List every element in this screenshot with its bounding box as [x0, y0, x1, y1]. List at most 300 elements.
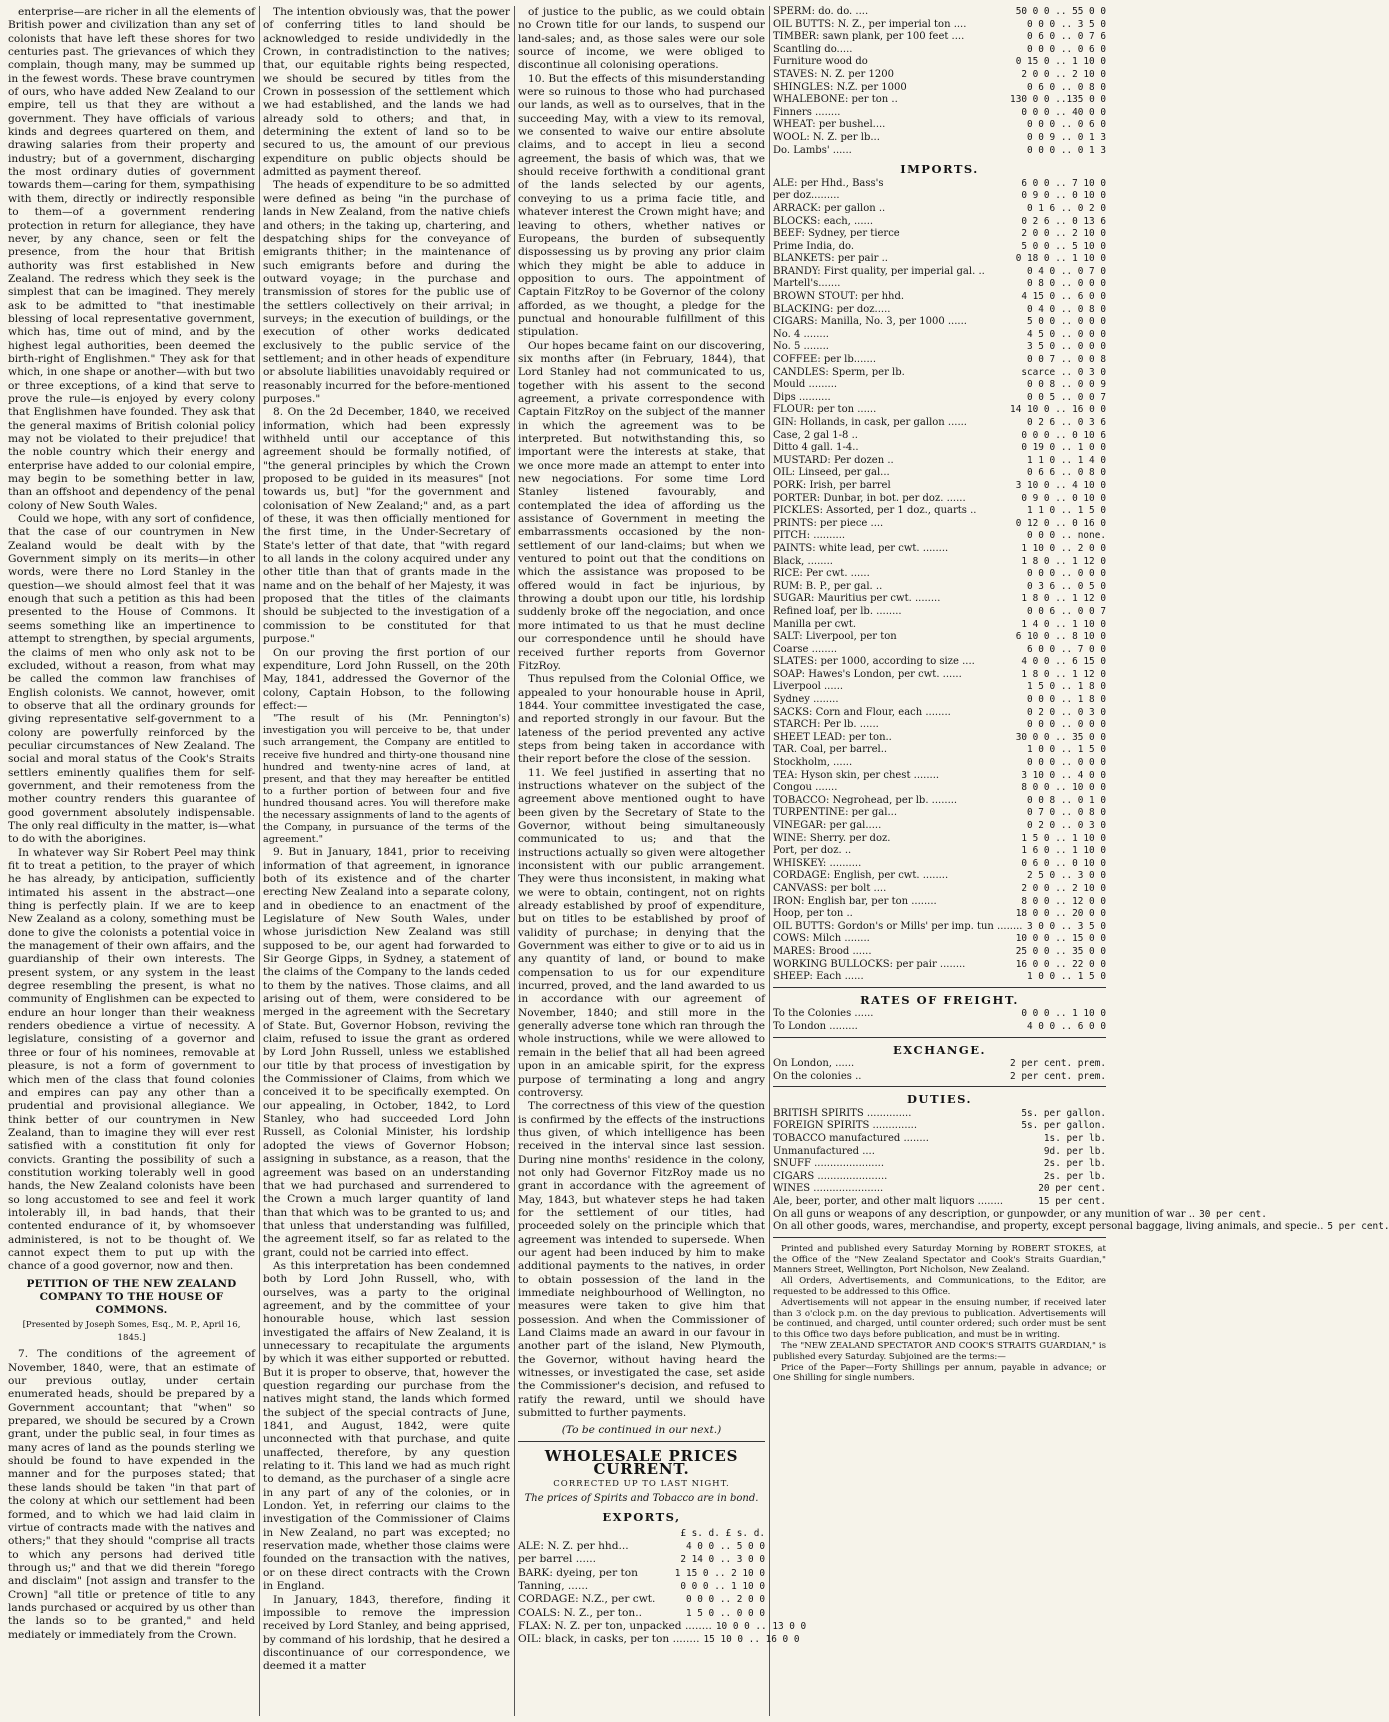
duty-row [773, 1208, 1267, 1222]
price-value: 1s. per lb. [1043, 1133, 1106, 1145]
price-label: Finners ........ [773, 106, 841, 118]
price-label: WHEAT: per bushel.... [773, 119, 886, 131]
import-row [773, 644, 1106, 657]
price-label: COWS: Milch ........ [773, 933, 870, 945]
import-row [773, 606, 1106, 619]
price-value: 0 9 0 .. 0 10 0 [1021, 190, 1106, 202]
price-value: 2 per cent. prem. [1010, 1058, 1106, 1070]
price-value: 2 0 0 .. 2 10 0 [1021, 882, 1106, 894]
duty-row [773, 1171, 1106, 1184]
duty-row [773, 1120, 1106, 1133]
price-label: COFFEE: per lb....... [773, 354, 877, 366]
article-paragraph: On our proving the first portion of our expenditure, Lord John Russell, on the 20th May, 1841, addressed the Governor of the colony, Captain Hobson, to the following effect:— [263, 646, 510, 712]
price-value: 8 0 0 .. 10 0 0 [1021, 782, 1106, 794]
export-row [773, 82, 1106, 95]
export-row [518, 1580, 765, 1593]
price-value: 2s. per lb. [1043, 1158, 1106, 1170]
price-value: 8 0 0 .. 12 0 0 [1021, 895, 1106, 907]
import-row [773, 631, 1106, 644]
price-value: 0 4 0 .. 0 7 0 [1026, 265, 1106, 277]
price-value: 0 0 0 .. 0 0 0 [1026, 568, 1106, 580]
exchange-title: EXCHANGE. [892, 1042, 987, 1057]
price-label: Coarse ........ [773, 643, 838, 655]
import-row [773, 757, 1106, 770]
article-paragraph: 9. But in January, 1841, prior to receiving information of that agreement, in ignorance both of its existence and of the charter erecting New Zealand into a separate colony, and in obedience to an enactment of the Legislature of New South Wales, under whose jurisdiction New Zealand was still supposed to be, our agent had forwarded to Sir George Gipps, in Sydney, a statement of the claims of the Company to the lands ceded to them by the natives. Those claims, and all arising out of them, were considered to be merged in the agreement with the Secretary of State. But, Governor Hobson, reviving the claim, refused to issue the grant as ordered by Lord John Russell, unless we established our title by that process of investigation by the Commissioner of Claims, from which we conceived it to be specifically exempted. On our appealing, in October, 1842, to Lord Stanley, who had succeeded Lord John Russell, as Colonial Minister, his lordship adopted the views of Governor Hobson; assigning in substance, as a reason, that the agreement was based on an understanding that we had purchased and surrendered to the Crown a much larger quantity of land than that which was to be granted to us; and that unless that understanding was fulfilled, the agreement itself, so far as related to the grant, could not be carried into effect. [263, 846, 510, 1259]
footer-paragraph: Printed and published every Saturday Morning by ROBERT STOKES, at the Office of the "New Zealand Spectator and Cook's Straits Guardian," Manners Street, Wellington, Port Nicholson, New Zealand. [773, 1243, 1106, 1276]
article-paragraph: The heads of expenditure to be so admitted were defined as being "in the purchase of lands in New Zealand, from the native chiefs and others; in the taking up, chartering, and despatching ships for the conveyance of emigrants thither; in the maintenance of such emigrants before and during the outward voyage; in the purchase and transmission of stores for the public use of the settlers collectively on their arrival; in surveys; in the execution of buildings, or the execution of other works dedicated exclusively to the public service of the settlement; and in other heads of expenditure or absolute liabilities unavoidably required or reasonably incurred for the before-mentioned purposes." [263, 179, 510, 405]
import-row [773, 253, 1106, 266]
price-value: 0 0 0 .. 0 6 0 [1026, 119, 1106, 131]
price-value: 0 4 0 .. 0 8 0 [1026, 303, 1106, 315]
article-paragraph: 10. But the effects of this misunderstanding were so ruinous to those who had purchased our lands, as well as to ourselves, that in the succeeding May, with a view to its removal, we consented to waive our entire absolute claims, and to accept in lieu a second agreement, the basis of which was, that we should receive forthwith a conditional grant of the lands selected by our agents, conveying to us a prima facie title, and whatever interest the Crown might have; and leaving to others, whether natives or Europeans, the burden of subsequently dispossessing us by proving any prior claim which they might be able to adduce in opposition to ours. The appointment of Captain FitzRoy to be Governor of the colony afforded, as we thought, a pledge for the punctual and honourable fulfillment of this stipulation. [518, 72, 765, 339]
price-label: Dips .......... [773, 391, 831, 403]
freight-list [773, 1008, 1106, 1033]
price-label: To London ......... [773, 1020, 858, 1032]
price-label: PICKLES: Assorted, per 1 doz., quarts .. [773, 505, 977, 517]
price-value: 0 6 0 .. 0 10 0 [1021, 857, 1106, 869]
price-value: 3 0 0 .. 3 5 0 [1026, 920, 1106, 932]
price-value: 2 0 0 .. 2 10 0 [1021, 228, 1106, 240]
import-row [773, 656, 1106, 669]
price-label: CORDAGE: N.Z., per cwt. [518, 1593, 656, 1606]
price-label: TEA: Hyson skin, per chest ........ [773, 769, 940, 781]
price-label: Tanning, ...... [518, 1579, 589, 1592]
export-row [773, 56, 1106, 69]
price-label: Manilla per cwt. [773, 618, 857, 630]
price-label: TIMBER: sawn plank, per 100 feet .... [773, 31, 965, 43]
price-label: MUSTARD: Per dozen .. [773, 454, 894, 466]
article-paragraph: Thus repulsed from the Colonial Office, we appealed to your honourable house in April, 1844. Your committee investigated the case, and reported strongly in our favour. But the lateness of the period prevented any active steps from being taken in accordance with their report before the close of the session. [518, 673, 765, 766]
price-value: 1 4 0 .. 1 10 0 [1021, 618, 1106, 630]
price-label: OIL BUTTS: Gordon's or Mills' per imp. tun ........ [773, 920, 1023, 932]
footer-paragraph: The "NEW ZEALAND SPECTATOR AND COOK'S STRAITS GUARDIAN," is published every Saturday. Subjoined are the terms:— [773, 1340, 1106, 1362]
price-label: per doz......... [773, 190, 840, 202]
price-label: Stockholm, ...... [773, 757, 853, 769]
import-row [773, 971, 1106, 984]
price-value: 1 8 0 .. 1 12 0 [1021, 668, 1106, 680]
price-label: CIGARS: Manilla, No. 3, per 1000 ...... [773, 316, 967, 328]
price-label: BLACKING: per doz..... [773, 303, 891, 315]
price-label: Furniture wood do [773, 56, 868, 68]
price-value: 6 0 0 .. 7 10 0 [1021, 177, 1106, 189]
import-row [773, 593, 1106, 606]
article-paragraph: The intention obviously was, that the power of conferring titles to land should be acknowledged to reside undividedly in the Crown, in contradistinction to the natives; that, our equitable rights being respected, we should be secured by titles from the Crown in possession of the settlement which we had established, and the lands we had already sold to others; and that, in determining the extent of land so to be secured to us, the amount of our previous expenditure on public objects should be admitted as payment thereof. [263, 6, 510, 179]
article-paragraph: 11. We feel justified in asserting that no instructions whatever on the subject of the agreement above mentioned ought to have been given by the Secretary of State to the Governor, without being simultaneously communicated to us; and that the instructions actually so given were altogether inconsistent with our public arrangement. They were thus inconsistent, in making what we were to obtain, contingent, not on rights already established by proof of expenditure, but on titles to be established by proof of validity of purchase; in denying that the Government was either to give or to aid us in any quantity of land, or bound to make compensation to us for our expenditure incurred, proved, and the land awarded to us in accordance with our agreement of November, 1840; and still more in the generally adverse tone which ran through the whole instructions, while we were allowed to remain in the belief that all had been agreed upon in an amicable spirit, for the express purpose of terminating a long and angry controversy. [518, 766, 765, 1099]
import-row [773, 858, 1106, 871]
price-label: PITCH: .......... [773, 530, 846, 542]
export-row [773, 94, 1106, 107]
price-value: 0 12 0 .. 0 16 0 [1015, 517, 1106, 529]
import-row [773, 883, 1106, 896]
export-row [518, 1593, 765, 1606]
import-row [773, 341, 1106, 354]
price-label: Refined loaf, per lb. ........ [773, 605, 902, 617]
article-paragraph: As this interpretation has been condemned both by Lord John Russell, who, with ourselves, was a party to the original agreement, and by the committee of your honourable house, which last session investigated the affairs of New Zealand, it is unnecessary to recapitulate the arguments by which it was either supported or rebutted. But it is proper to observe, that, however the question regarding our purchase from the natives might stand, the lands which formed the subject of the special contracts of June, 1841, and August, 1842, were quite unconnected with that purchase, and quite unaffected, therefore, by any question relating to it. This land we had as much right to demand, as the purchaser of a single acre in any part of any of the colonies, or in London. Yet, in referring our claims to the investigation of the Commissioner of Claims in New Zealand, no part was excepted; no reservation made, whether those claims were founded on the transaction with the natives, or on these direct contracts with the Crown in England. [263, 1259, 510, 1593]
price-label: SHEET LEAD: per ton.. [773, 731, 892, 743]
price-value: 2 0 0 .. 2 10 0 [1021, 68, 1106, 80]
import-row [773, 744, 1106, 757]
price-label: SOAP: Hawes's London, per cwt. ...... [773, 668, 962, 680]
price-value: 30 0 0 .. 35 0 0 [1015, 731, 1106, 743]
price-label: Martell's....... [773, 278, 841, 290]
price-value: 0 15 0 .. 1 10 0 [1015, 56, 1106, 68]
price-value: 4 0 0 .. 6 15 0 [1021, 656, 1106, 668]
price-value: 20 per cent. [1038, 1183, 1106, 1195]
price-label: BARK: dyeing, per ton [518, 1566, 638, 1579]
price-label: PORK: Irish, per barrel [773, 479, 891, 491]
price-label: CORDAGE: English, per cwt. ........ [773, 870, 949, 882]
import-row [773, 959, 1106, 972]
duty-row [773, 1146, 1106, 1159]
import-row [773, 354, 1106, 367]
import-row [773, 467, 1106, 480]
import-row [773, 404, 1106, 417]
price-label: Liverpool ...... [773, 681, 844, 693]
import-row [773, 556, 1106, 569]
price-label: ALE: N. Z. per hhd... [518, 1539, 629, 1552]
export-row [773, 19, 1106, 32]
price-value: 2 5 0 .. 3 0 0 [1026, 870, 1106, 882]
price-label: PAINTS: white lead, per cwt. ........ [773, 542, 949, 554]
price-label: COALS: N. Z., per ton.. [518, 1606, 642, 1619]
export-row [773, 132, 1106, 145]
exports-list [518, 1539, 807, 1647]
article-paragraph: Could we hope, with any sort of confidence, that the case of our countrymen in New Zealand would be dealt with by the Government simply on its merits—in other words, were there no Lord Stanley in the question—we should almost feel that it was enough that such a petition as this had been presented to the House of Commons. It seems something like an impertinence to attempt to strengthen, by special arguments, the claims of men who only ask not to be excluded, without a reason, from what may be called the common law franchises of English colonists. We cannot, however, omit to observe that all the ordinary grounds for giving representative self-government to a colony are powerfully reinforced by the peculiar circumstances of New Zealand. The social and moral status of the Cook's Straits settlers eminently qualifies them for self-government, and their remoteness from the mother country renders this guarantee of good government absolutely indispensable. The only real difficulty in the matter, is—what to do with the aborigines. [8, 513, 255, 846]
import-row [773, 304, 1106, 317]
price-value: 1 6 0 .. 1 10 0 [1021, 845, 1106, 857]
import-row [773, 807, 1106, 820]
import-row [773, 870, 1106, 883]
price-label: Prime India, do. [773, 240, 855, 252]
price-value: 0 2 0 .. 0 3 0 [1026, 820, 1106, 831]
price-value: 15 per cent. [1038, 1196, 1106, 1208]
exports-continued-list [773, 6, 1106, 157]
price-value: 1 1 0 .. 1 4 0 [1026, 454, 1106, 466]
wholesale-prices-note: The prices of Spirits and Tobacco are in bond. [524, 1492, 759, 1504]
price-value: 0 0 0 .. 2 0 0 [685, 1594, 765, 1606]
price-label: FLAX: N. Z. per ton, unpacked ........ [518, 1619, 712, 1632]
import-row [773, 493, 1106, 506]
price-label: SUGAR: Mauritius per cwt. ........ [773, 593, 941, 605]
price-label: Mould ......... [773, 379, 838, 391]
import-row [773, 203, 1106, 216]
import-row [773, 430, 1106, 443]
footer-paragraph: Price of the Paper—Forty Shillings per annum, payable in advance; or One Shilling for single numbers. [773, 1362, 1106, 1384]
price-value: 1 5 0 .. 0 0 0 [685, 1607, 765, 1619]
price-value: 0 6 0 .. 0 8 0 [1026, 81, 1106, 93]
price-label: BEEF: Sydney, per tierce [773, 228, 900, 240]
article-paragraph: of justice to the public, as we could obtain no Crown title for our lands, to suspend our land-sales; and, as those sales were our sole source of income, we were obliged to discontinue all colonising operations. [518, 6, 765, 72]
export-row [773, 69, 1106, 82]
price-value: 4 0 0 .. 5 0 0 [685, 1540, 765, 1552]
import-row [773, 505, 1106, 518]
price-label: MARES: Brood ...... [773, 945, 872, 957]
price-label: PRINTS: per piece .... [773, 517, 884, 529]
price-label: TOBACCO: Negrohead, per lb. ........ [773, 794, 958, 806]
price-value: 0 0 0 .. 0 10 6 [1021, 429, 1106, 441]
price-label: OIL: black, in casks, per ton ........ [518, 1633, 700, 1646]
price-label: WOOL: N. Z. per lb... [773, 131, 880, 143]
price-label: BROWN STOUT: per hhd. [773, 291, 905, 303]
import-row [773, 442, 1106, 455]
price-value: 14 10 0 .. 16 0 0 [1010, 404, 1106, 416]
price-value: 9d. per lb. [1043, 1145, 1106, 1157]
import-row [773, 795, 1106, 808]
import-row [773, 669, 1106, 682]
price-label: RICE: Per cwt. ...... [773, 568, 870, 580]
price-value: 18 0 0 .. 20 0 0 [1015, 908, 1106, 920]
price-label: SHEEP: Each ...... [773, 971, 864, 983]
export-row [773, 107, 1106, 120]
price-label: SACKS: Corn and Flour, each ........ [773, 706, 951, 718]
duty-row [773, 1108, 1106, 1121]
price-value: 0 0 9 .. 0 1 3 [1026, 131, 1106, 143]
price-value: 50 0 0 .. 55 0 0 [1015, 6, 1106, 17]
import-row [773, 291, 1106, 304]
divider [773, 987, 1106, 988]
price-value: 0 3 6 .. 0 5 0 [1026, 580, 1106, 592]
price-label: SNUFF ...................... [773, 1158, 885, 1170]
import-row [773, 921, 1106, 934]
article-paragraph: enterprise—are richer in all the elements of British power and civilization than any set of colonists that have left these shores for two centuries past. The grievances of which they complain, though many, may be summed up in the fewest words. These brave countrymen of ours, who have added New Zealand to our empire, tell us that they are without a government. They have officials of various kinds and degrees quartered on them, and drawing salaries from their property and industry; but of a government, discharging the most ordinary duties of government towards them—caring for them, sympathising with them, directly or indirectly responsible to them—of a government rendering protection in return for allegiance, they have never, by any chance, seen or felt the presence, from the hour that British authority was first established in New Zealand. The redress which they seek is the simplest that can be imagined. They merely ask to be admitted to "that inestimable blessing of local representative government, which has, time out of mind, and by the highest legal authorities, been deemed the birth-right of Englishmen." They ask for that which, in one shape or another—with but two or three exceptions, of a kind that serve to prove the rule—is enjoyed by every colony that Englishmen have founded. They ask that the general maxims of British colonial policy may not be violated to their prejudice! that the noble country which their energy and enterprise have added to our colonial empire, may begin to be something better in law, than an offshoot and dependency of the penal colony of New South Wales. [8, 6, 255, 512]
import-row [773, 719, 1106, 732]
price-value: 0 0 0 .. none. [1026, 530, 1106, 542]
exports-header: £ s. d. £ s. d. [680, 1527, 765, 1539]
price-label: RUM: B. P., per gal. .. [773, 580, 883, 592]
import-row [773, 782, 1106, 795]
import-row [773, 417, 1106, 430]
price-label: Hoop, per ton .. [773, 908, 853, 920]
import-row [773, 329, 1106, 342]
price-value: 0 0 0 .. 40 0 0 [1021, 106, 1106, 118]
duty-row [773, 1183, 1106, 1196]
imports-title: IMPORTS. [900, 162, 979, 177]
column-1 [8, 6, 255, 1716]
wholesale-prices-title: WHOLESALE PRICES CURRENT. [544, 1446, 739, 1479]
price-value: 0 0 7 .. 0 0 8 [1026, 354, 1106, 366]
price-label: per barrel ...... [518, 1553, 596, 1566]
price-label: Congou ....... [773, 782, 838, 794]
price-value: 0 0 0 .. 0 0 0 [1026, 757, 1106, 769]
price-value: 3 5 0 .. 0 0 0 [1026, 341, 1106, 353]
price-value: 0 0 0 .. 1 8 0 [1026, 694, 1106, 706]
divider [773, 1086, 1106, 1087]
price-label: STAVES: N. Z. per 1200 [773, 68, 894, 80]
import-row [773, 228, 1106, 241]
divider [773, 1037, 1106, 1038]
price-label: CANVASS: per bolt .... [773, 882, 887, 894]
price-value: 1 0 0 .. 1 5 0 [1026, 971, 1106, 983]
price-label: Sydney ........ [773, 694, 839, 706]
price-label: CIGARS ...................... [773, 1170, 888, 1182]
price-label: On all guns or weapons of any description, or gunpowder, or any munition of war .. [773, 1208, 1196, 1220]
import-row [773, 681, 1106, 694]
price-label: On London, ...... [773, 1058, 855, 1070]
price-value: 0 2 6 .. 0 13 6 [1021, 215, 1106, 227]
import-row [773, 946, 1106, 959]
price-value: 0 0 0 .. 1 10 0 [680, 1580, 765, 1592]
price-label: SHINGLES: N.Z. per 1000 [773, 81, 907, 93]
column-rule [769, 6, 770, 1716]
import-row [773, 581, 1106, 594]
price-value: 0 2 6 .. 0 3 6 [1026, 417, 1106, 428]
exchange-row [773, 1058, 1106, 1071]
price-value: 0 6 0 .. 0 7 6 [1026, 31, 1106, 43]
import-row [773, 732, 1106, 745]
price-value: 10 0 0 .. 13 0 0 [715, 1620, 807, 1632]
price-value: 0 6 6 .. 0 8 0 [1026, 467, 1106, 479]
price-label: Scantling do..... [773, 43, 853, 55]
price-value: 0 18 0 .. 1 10 0 [1015, 253, 1106, 265]
import-row [773, 518, 1106, 531]
price-value: 0 0 5 .. 0 0 7 [1026, 391, 1106, 403]
export-row [518, 1607, 765, 1620]
price-label: On the colonies .. [773, 1070, 862, 1082]
freight-title: RATES OF FREIGHT. [860, 992, 1019, 1007]
duties-list [773, 1107, 1389, 1234]
import-row [773, 543, 1106, 556]
export-row [773, 145, 1106, 158]
import-row [773, 908, 1106, 921]
price-label: To the Colonies ...... [773, 1008, 874, 1020]
price-value: 25 0 0 .. 35 0 0 [1015, 945, 1106, 957]
price-value: 1 0 0 .. 1 5 0 [1026, 744, 1106, 756]
price-label: Case, 2 gal 1-8 .. [773, 429, 858, 441]
import-row [773, 619, 1106, 632]
price-value: 2s. per lb. [1043, 1170, 1106, 1182]
import-row [773, 770, 1106, 783]
price-value: 1 1 0 .. 1 5 0 [1026, 505, 1106, 517]
price-label: WINES ...................... [773, 1183, 884, 1195]
price-label: BLANKETS: per pair .. [773, 253, 888, 265]
exchange-list [773, 1058, 1106, 1083]
import-row [773, 530, 1106, 543]
import-row [773, 896, 1106, 909]
price-value: 0 0 0 .. 0 0 0 [1026, 719, 1106, 731]
price-label: PORTER: Dunbar, in bot. per doz. ...... [773, 492, 966, 504]
imports-list [773, 178, 1106, 984]
price-value: 1 8 0 .. 1 12 0 [1021, 593, 1106, 605]
import-row [773, 845, 1106, 858]
price-value: 0 0 0 .. 1 10 0 [1021, 1008, 1106, 1020]
export-row [518, 1540, 765, 1553]
divider [773, 1237, 1106, 1238]
price-label: SALT: Liverpool, per ton [773, 631, 897, 643]
publisher-footer [773, 1244, 1106, 1384]
export-row [773, 31, 1106, 44]
price-value: 0 0 0 .. 3 5 0 [1026, 18, 1106, 30]
import-row [773, 694, 1106, 707]
export-row [518, 1633, 800, 1646]
price-label: Do. Lambs' ...... [773, 144, 852, 156]
price-label: IRON: English bar, per ton ........ [773, 895, 937, 907]
import-row [773, 455, 1106, 468]
price-value: 0 19 0 .. 1 0 0 [1021, 442, 1106, 454]
import-row [773, 316, 1106, 329]
price-label: GIN: Hollands, in cask, per gallon ...... [773, 417, 967, 428]
import-row [773, 379, 1106, 392]
duties-title: DUTIES. [906, 1092, 973, 1107]
import-row [773, 190, 1106, 203]
price-label: WORKING BULLOCKS: per pair ........ [773, 958, 966, 970]
price-value: 4 15 0 .. 6 0 0 [1021, 291, 1106, 303]
export-row [518, 1553, 765, 1566]
price-value: 0 0 6 .. 0 0 7 [1026, 605, 1106, 617]
exports-title: EXPORTS, [602, 1510, 681, 1525]
quoted-letter: "The result of his (Mr. Pennington's) investigation you will perceive to be, that under such arrangement, the Company are entitled to receive five hundred and thirty-one thousand nine hundred and twenty-nine acres of land, at present, and that they may hereafter be entitled to a further portion of between four and five hundred thousand acres. You will therefore make the necessary assignments of land to the agents of the Company, in pursuance of the terms of the agreement." [263, 713, 510, 846]
price-label: On all other goods, wares, merchandise, and property, except personal baggage, living animals, and specie.. [773, 1221, 1324, 1233]
price-label: WHALEBONE: per ton .. [773, 94, 898, 106]
price-value: 6 10 0 .. 8 10 0 [1015, 631, 1106, 643]
import-row [773, 266, 1106, 279]
column-4 [773, 6, 1389, 1716]
petition-subtitle: [Presented by Joseph Somes, Esq., M. P., April 16, 1845.] [22, 1319, 241, 1344]
article-paragraph: 7. The conditions of the agreement of November, 1840, were, that an estimate of our previous outlay, under certain enumerated heads, should be prepared by a Government accountant; that "when" so prepared, we should be secured by a Crown grant, under the public seal, in four times as many acres of land as the pounds sterling we should be found to have expended in the manner and for the purposes stated; that these lands should be taken "in that part of the colony at which our settlement had been formed, and to which we had laid claim in virtue of contracts made with the natives and others;" that they should "comprise all tracts to which any persons had derived title through us;" and that we did therein "forego and disclaim" [not assign and transfer to the Crown] "all title or pretence of title to any lands purchased or acquired by us other than the lands so to be granted," and held mediately or immediately from the Crown. [8, 1348, 255, 1641]
price-label: ALE: per Hhd., Bass's [773, 177, 884, 189]
price-value: 1 5 0 .. 1 8 0 [1026, 681, 1106, 693]
import-row [773, 707, 1106, 720]
price-label: TAR. Coal, per barrel.. [773, 744, 888, 756]
freight-row [773, 1021, 1106, 1034]
price-label: OIL: Linseed, per gal... [773, 467, 890, 479]
article-paragraph: 8. On the 2d December, 1840, we received information, which had been expressly withheld until our acceptance of this agreement should be formally notified, of "the general principles by which the Crown proposed to be guided in its measures" [not towards us, but] "for the government and colonisation of New Zealand;" and, as a part of these, it was then officially mentioned for the first time, in the Under-Secretary of State's letter of that date, that "with regard to all lands in the colony acquired under any other title than that of grants made in the name and on the behalf of her Majesty, it was proposed that the titles of the claimants should be subjected to the investigation of a commission to be constituted for that purpose." [263, 406, 510, 646]
price-value: 5 0 0 .. 0 0 0 [1026, 316, 1106, 328]
price-label: No. 5 ........ [773, 341, 829, 353]
price-value: 5s. per gallon. [1021, 1120, 1106, 1132]
price-value: 0 0 0 .. 0 6 0 [1026, 43, 1106, 55]
price-label: WHISKEY: .......... [773, 857, 862, 869]
price-value: 0 8 0 .. 0 0 0 [1026, 278, 1106, 290]
export-row [518, 1619, 807, 1633]
divider [518, 1441, 765, 1442]
import-row [773, 278, 1106, 291]
price-value: 130 0 0 ..135 0 0 [1010, 94, 1106, 106]
price-label: Unmanufactured .... [773, 1145, 875, 1157]
price-value: 5s. per gallon. [1021, 1107, 1106, 1119]
footer-paragraph: Advertisements will not appear in the ensuing number, if received later than 3 o'clock p.m. on the day previous to publication. Advertisements will be continued, and charged, until counter ordered; such order must be sent to this Office two days before publication, and must be in writing. [773, 1297, 1106, 1341]
price-value: 1 10 0 .. 2 0 0 [1021, 542, 1106, 554]
price-value: 4 5 0 .. 0 0 0 [1026, 328, 1106, 340]
price-label: Black, ........ [773, 555, 833, 567]
price-value: 0 1 6 .. 0 2 0 [1026, 202, 1106, 214]
price-value: 3 10 0 .. 4 10 0 [1015, 479, 1106, 491]
continued-note: (To be continued in our next.) [561, 1424, 722, 1437]
column-rule [514, 6, 515, 1716]
export-row [773, 44, 1106, 57]
price-label: No. 4 ........ [773, 328, 829, 340]
price-label: CANDLES: Sperm, per lb. [773, 366, 905, 378]
price-label: Ale, beer, porter, and other malt liquors ........ [773, 1196, 1004, 1208]
price-label: Port, per doz. .. [773, 845, 852, 857]
price-value: 5 0 0 .. 5 10 0 [1021, 240, 1106, 252]
price-value: 0 9 0 .. 0 10 0 [1021, 492, 1106, 504]
price-label: SLATES: per 1000, according to size .... [773, 656, 975, 668]
price-label: BRITISH SPIRITS .............. [773, 1107, 912, 1119]
price-label: BRANDY: First quality, per imperial gal. .. [773, 265, 985, 277]
price-label: FOREIGN SPIRITS .............. [773, 1120, 918, 1132]
price-value: 0 2 0 .. 0 3 0 [1026, 706, 1106, 718]
export-row [518, 1567, 765, 1580]
price-value: 5 per cent. [1327, 1221, 1389, 1233]
price-label: BLOCKS: each, ...... [773, 215, 874, 227]
duty-row [773, 1196, 1106, 1209]
price-value: 1 15 0 .. 2 10 0 [674, 1567, 765, 1579]
price-label: WINE: Sherry. per doz. [773, 832, 891, 844]
column-2 [263, 6, 510, 1716]
price-label: STARCH: Per lb. ...... [773, 719, 879, 731]
price-value: 3 10 0 .. 4 0 0 [1021, 769, 1106, 781]
price-label: OIL BUTTS: N. Z., per imperial ton .... [773, 18, 967, 30]
